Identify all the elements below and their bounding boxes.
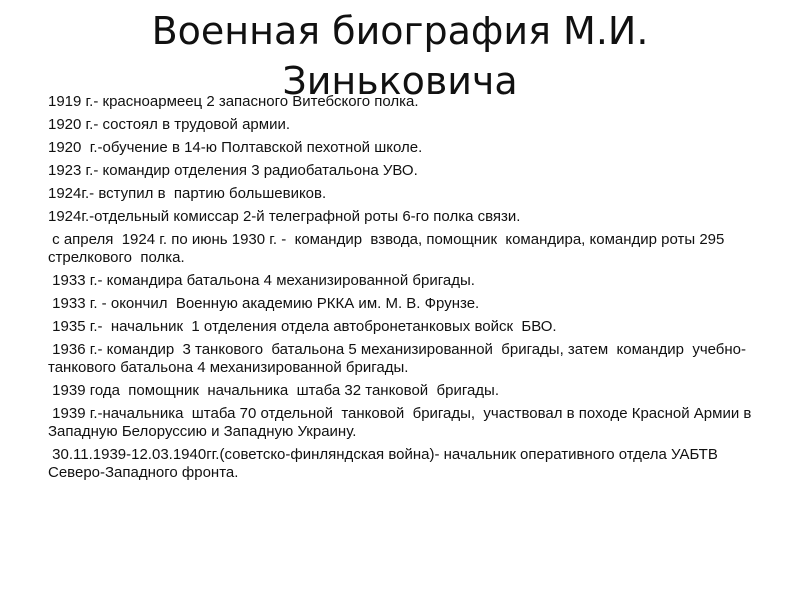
biography-item: 1935 г.- начальник 1 отделения отдела автобронетанковых войск БВО. [48, 318, 557, 335]
biography-item: 1933 г.- командира батальона 4 механизированной бригады. [48, 272, 475, 289]
biography-item: 1920 г.-обучение в 14-ю Полтавской пехотной школе. [48, 139, 423, 156]
biography-item: 1933 г. - окончил Военную академию РККА им. М. В. Фрунзе. [48, 295, 480, 312]
biography-list [48, 93, 768, 487]
biography-item: 1919 г.- красноармеец 2 запасного Витебского полка. [48, 93, 419, 110]
biography-item: 1939 года помощник начальника штаба 32 танковой бригады. [48, 382, 500, 399]
slide-title: Военная биография М.И. Зиньковича [151, 9, 649, 103]
biography-item: 1924г.- вступил в партию большевиков. [48, 185, 327, 202]
biography-item: 1924г.-отдельный комиссар 2-й телеграфной роты 6-го полка связи. [48, 208, 521, 225]
biography-item: 1939 г.-начальника штаба 70 отдельной танковой бригады, участвовал в походе Красной Армии в Западную Белоруссию и Западную Украину. [48, 405, 756, 440]
biography-item: 1923 г.- командир отделения 3 радиобатальона УВО. [48, 162, 418, 179]
biography-item: 1936 г.- командир 3 танкового батальона 5 механизированной бригады, затем командир учебно-танкового батальона 4 механизированной бригады. [48, 341, 747, 376]
biography-item: с апреля 1924 г. по июнь 1930 г. - командир взвода, помощник командира, командир роты 295 стрелкового полка. [48, 231, 729, 266]
biography-item: 1920 г.- состоял в трудовой армии. [48, 116, 290, 133]
biography-item: 30.11.1939-12.03.1940гг.(советско-финляндская война)- начальник оперативного отдела УАБТВ Северо-Западного фронта. [48, 446, 722, 481]
